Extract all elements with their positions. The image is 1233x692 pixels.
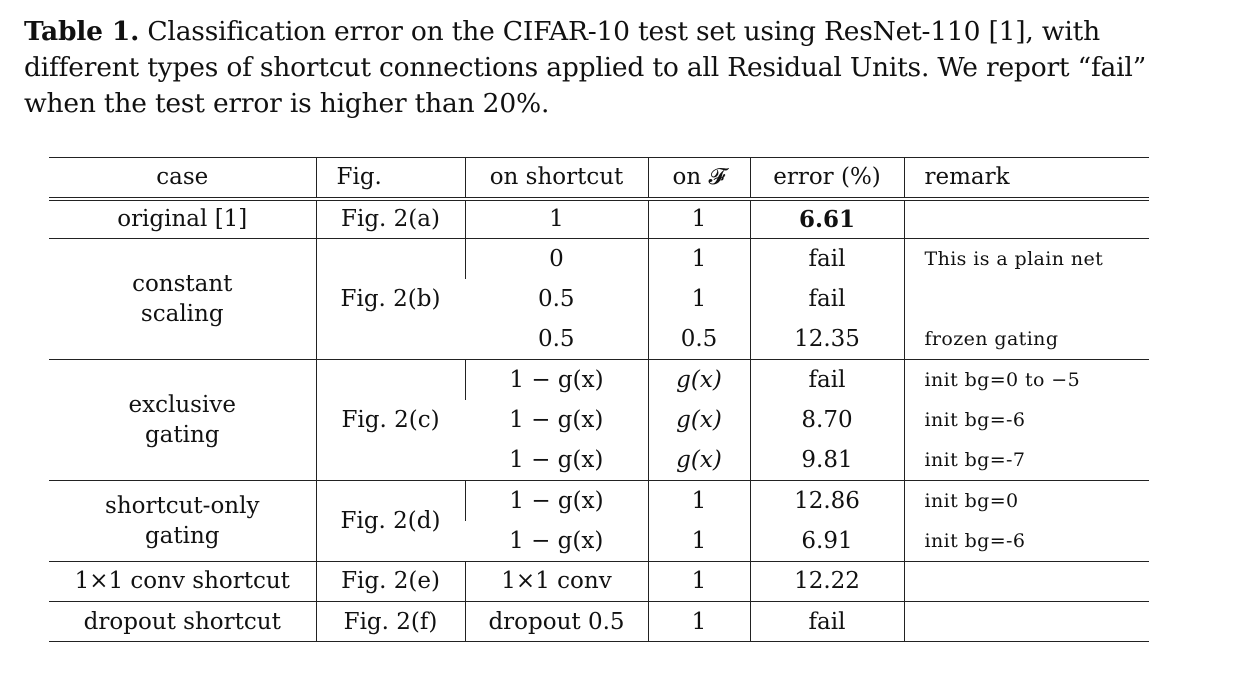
on-shortcut-cell: 1 − g(x) <box>465 521 648 561</box>
on-shortcut-cell: 1 − g(x) <box>465 481 648 521</box>
on-f-cell: 1 <box>648 239 750 279</box>
case-cell: original [1] <box>49 199 316 239</box>
case-line-2: scaling <box>140 301 224 328</box>
header-case: case <box>49 158 316 199</box>
remark-cell: frozen gating <box>904 319 1149 359</box>
caption-line-1 <box>24 14 1204 50</box>
fig-cell: Fig. 2(b) <box>316 239 465 360</box>
error-cell: fail <box>750 279 904 319</box>
on-f-cell: 1 <box>648 521 750 561</box>
on-shortcut-cell: 1 − g(x) <box>509 407 604 434</box>
remark-cell: This is a plain net <box>904 239 1149 279</box>
on-shortcut-cell: 1 − g(x) <box>465 360 648 400</box>
remark-cell <box>904 601 1149 641</box>
header-error: error (%) <box>750 158 904 199</box>
remark-cell <box>904 561 1149 601</box>
fig-cell: Fig. 2(c) <box>316 360 465 481</box>
error-cell: 6.91 <box>750 521 904 561</box>
caption-text-1: Classification error on the CIFAR-10 test set using ResNet-110 [1], with <box>147 16 1100 47</box>
header-remark: remark <box>904 158 1149 199</box>
on-f-cell: 1 <box>648 279 750 319</box>
header-on-shortcut: on shortcut <box>465 158 648 199</box>
error-cell: 12.22 <box>750 561 904 601</box>
fig-cell: Fig. 2(a) <box>316 199 465 239</box>
results-table <box>49 157 1149 642</box>
on-shortcut-cell: 0 <box>465 239 648 279</box>
on-f-cell: g(x) <box>648 400 750 440</box>
header-on-f: on 𝓕 <box>648 158 750 199</box>
caption-label: Table 1. <box>24 16 140 47</box>
on-shortcut-cell: dropout 0.5 <box>465 601 648 641</box>
error-cell: fail <box>750 601 904 641</box>
error-cell: 6.61 <box>750 199 904 239</box>
case-cell <box>49 239 316 360</box>
table-row <box>49 239 1149 279</box>
fig-cell: Fig. 2(d) <box>316 481 465 562</box>
on-f-cell: 1 <box>648 601 750 641</box>
on-f-cell: g(x) <box>648 360 750 400</box>
header-fig: Fig. <box>316 158 465 199</box>
table-caption <box>24 14 1204 122</box>
table-row <box>49 561 1149 601</box>
on-f-cell: g(x) <box>648 440 750 480</box>
case-cell <box>49 481 316 562</box>
remark-cell <box>904 279 1149 319</box>
case-line-1: constant <box>132 271 233 298</box>
table-row <box>49 481 1149 521</box>
case-line-1: shortcut-only <box>105 492 260 519</box>
remark-cell <box>904 199 1149 239</box>
table-row <box>49 360 1149 400</box>
remark-cell: init bg=-6 <box>904 400 1149 440</box>
on-f-cell: 1 <box>648 199 750 239</box>
remark-cell: init bg=0 to −5 <box>904 360 1149 400</box>
on-shortcut-cell: 0.5 <box>537 286 575 313</box>
case-cell: dropout shortcut <box>49 601 316 641</box>
table-row <box>49 601 1149 641</box>
on-shortcut-cell: 1×1 conv <box>465 561 648 601</box>
table-row <box>49 199 1149 239</box>
on-f-cell: 1 <box>648 561 750 601</box>
error-cell: 12.86 <box>750 481 904 521</box>
case-line-2: gating <box>144 422 220 449</box>
results-table-container <box>49 157 1149 642</box>
error-cell: fail <box>750 239 904 279</box>
error-cell: 12.35 <box>750 319 904 359</box>
caption-line-2: different types of shortcut connections applied to all Residual Units. We report “fail” <box>24 52 1147 83</box>
remark-cell: init bg=-7 <box>904 440 1149 480</box>
remark-cell: init bg=0 <box>904 481 1149 521</box>
remark-cell: init bg=-6 <box>904 521 1149 561</box>
on-f-cell: 0.5 <box>648 319 750 359</box>
on-shortcut-cell: 0.5 <box>465 319 648 359</box>
on-f-cell: 1 <box>648 481 750 521</box>
error-cell: 8.70 <box>750 400 904 440</box>
fig-cell: Fig. 2(f) <box>316 601 465 641</box>
case-line-2: gating <box>144 522 220 549</box>
case-cell: 1×1 conv shortcut <box>49 561 316 601</box>
case-cell <box>49 360 316 481</box>
error-cell: fail <box>750 360 904 400</box>
caption-line-3: when the test error is higher than 20%. <box>24 88 550 119</box>
error-cell: 9.81 <box>750 440 904 480</box>
on-shortcut-cell: 1 <box>465 199 648 239</box>
header-row <box>49 158 1149 199</box>
fig-cell: Fig. 2(e) <box>316 561 465 601</box>
on-shortcut-cell: 1 − g(x) <box>465 440 648 480</box>
case-line-1: exclusive <box>128 392 236 419</box>
